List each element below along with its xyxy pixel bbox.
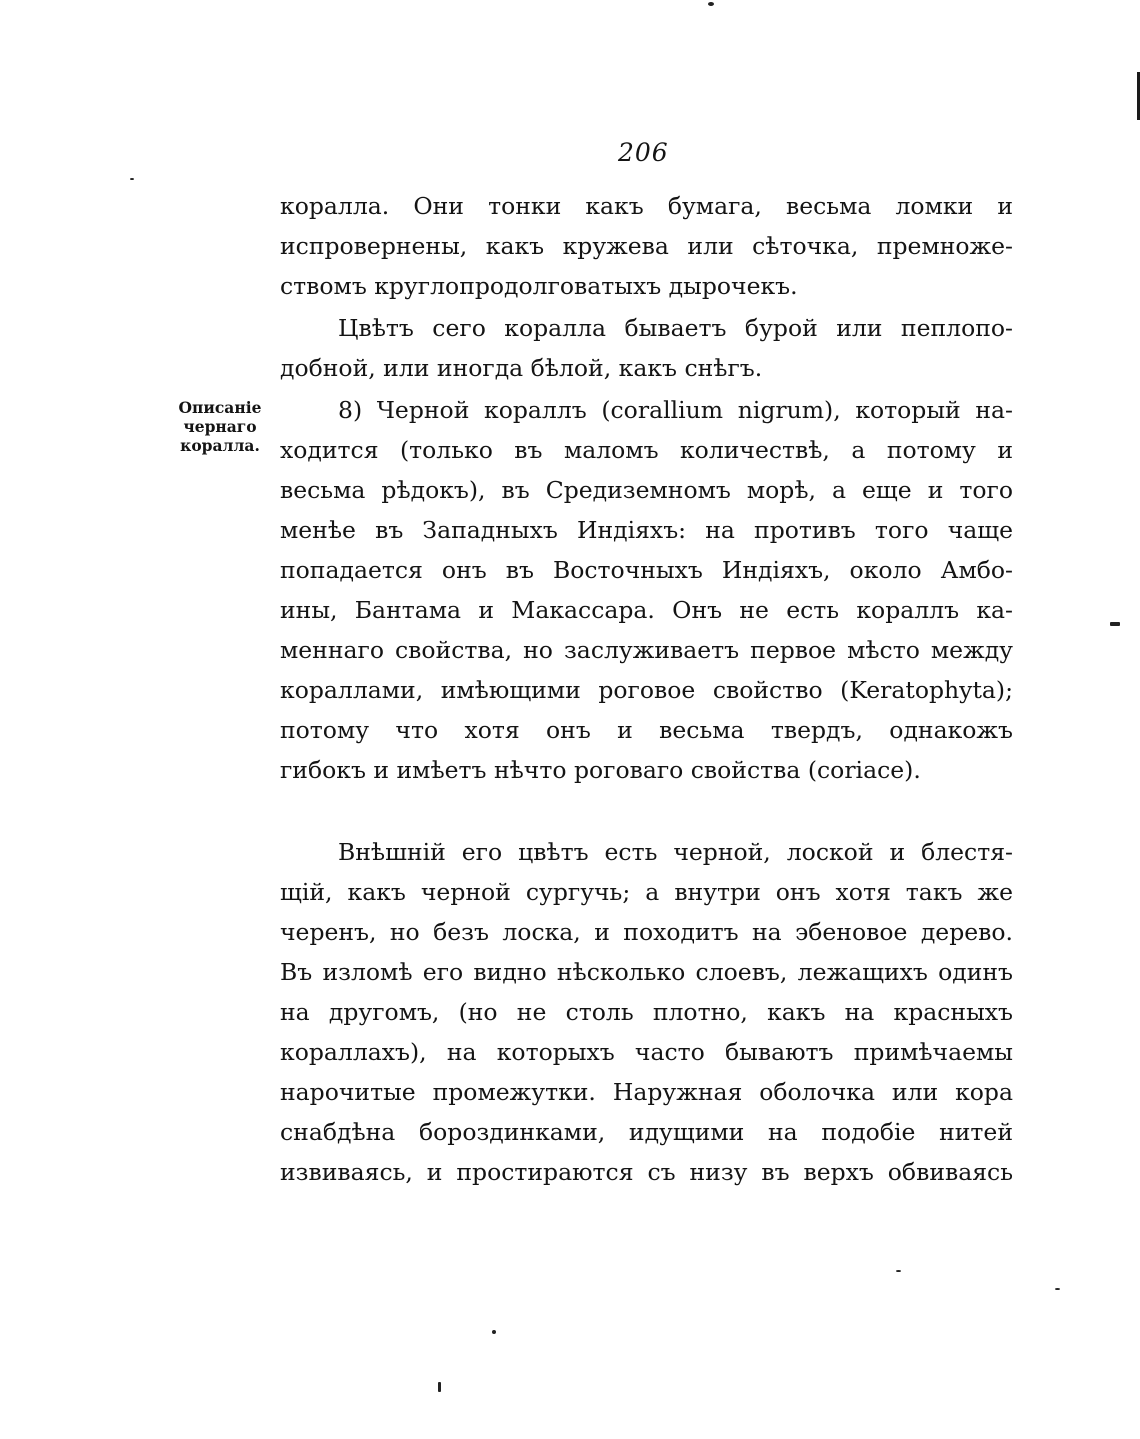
text-line: ходится (только въ маломъ количествѣ, а потому и bbox=[280, 436, 1013, 464]
text-line: гибокъ и имѣетъ нѣчто роговаго свойства (coriace). bbox=[280, 756, 921, 784]
margin-note-line: чернаго bbox=[183, 417, 257, 436]
page-number: 206 bbox=[618, 138, 669, 167]
margin-note-line: Описаніе bbox=[178, 398, 262, 417]
text-line: попадается онъ въ Восточныхъ Индіяхъ, около Амбо- bbox=[280, 556, 1013, 584]
text-line: кораллами, имѣющими роговое свойство (Keratophyta); bbox=[280, 676, 1013, 704]
scan-speck bbox=[492, 1330, 496, 1334]
scan-speck bbox=[130, 178, 134, 180]
text-line: ствомъ круглопродолговатыхъ дырочекъ. bbox=[280, 272, 798, 300]
text-line: 8) Черной кораллъ (corallium nigrum), который на- bbox=[338, 396, 1013, 424]
scan-speck bbox=[438, 1382, 441, 1392]
margin-note-line: коралла. bbox=[180, 436, 260, 455]
text-line: снабдѣна бороздинками, идущими на подобіе нитей bbox=[280, 1118, 1013, 1146]
text-line: кораллахъ), на которыхъ часто бываютъ примѣчаемы bbox=[280, 1038, 1013, 1066]
text-line: коралла. Они тонки какъ бумага, весьма ломки и bbox=[280, 192, 1013, 220]
scan-speck bbox=[1110, 622, 1120, 626]
text-line: Въ изломѣ его видно нѣсколько слоевъ, лежащихъ одинъ bbox=[280, 958, 1013, 986]
text-line: весьма рѣдокъ), въ Средиземномъ морѣ, а еще и того bbox=[280, 476, 1013, 504]
text-line: нарочитые промежутки. Наружная оболочка или кора bbox=[280, 1078, 1013, 1106]
text-line: добной, или иногда бѣлой, какъ снѣгъ. bbox=[280, 354, 763, 382]
scan-speck bbox=[708, 2, 714, 6]
scan-speck bbox=[1055, 1288, 1060, 1290]
text-line: на другомъ, (но не столь плотно, какъ на красныхъ bbox=[280, 998, 1013, 1026]
text-line: Внѣшній его цвѣтъ есть черной, лоской и блестя- bbox=[338, 838, 1013, 866]
text-line: меннаго свойства, но заслуживаетъ первое мѣсто между bbox=[280, 636, 1013, 664]
text-line: черенъ, но безъ лоска, и походитъ на эбеновое дерево. bbox=[280, 918, 1013, 946]
scan-speck bbox=[896, 1270, 901, 1272]
text-line: менѣе въ Западныхъ Индіяхъ: на противъ того чаще bbox=[280, 516, 1013, 544]
text-line: ины, Бантама и Макассара. Онъ не есть кораллъ ка- bbox=[280, 596, 1013, 624]
text-line: извиваясь, и простираются съ низу въ верхъ обвиваясь bbox=[280, 1158, 1013, 1186]
text-line: щій, какъ черной сургучь; а внутри онъ хотя такъ же bbox=[280, 878, 1013, 906]
text-line: испровернены, какъ кружева или сѣточка, премноже- bbox=[280, 232, 1013, 260]
margin-note bbox=[170, 398, 270, 455]
text-line: Цвѣтъ сего коралла бываетъ бурой или пеплопо- bbox=[338, 314, 1013, 342]
text-line: потому что хотя онъ и весьма твердъ, однакожъ bbox=[280, 716, 1013, 744]
